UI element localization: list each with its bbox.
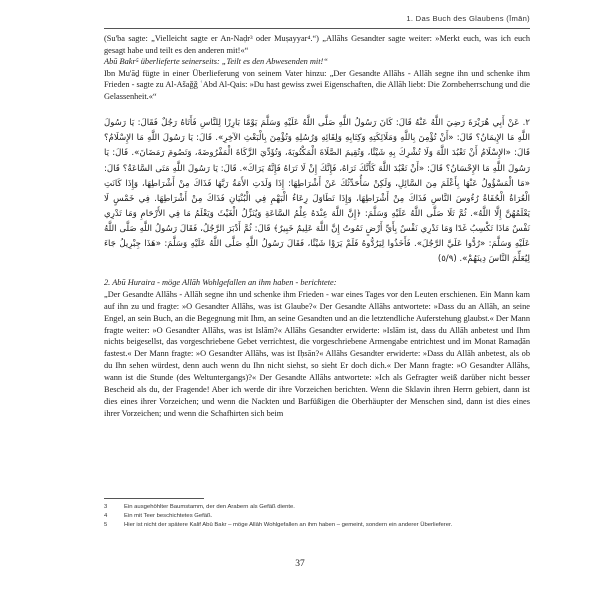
footnote-text: Hier ist nicht der spätere Kalif Abū Bakr – möge Allāh Wohlgefallen an ihm haben – gemeint, sondern ein anderer Überlieferer. — [124, 521, 453, 528]
hadith-2-body: „Der Gesandte Allāhs - Allāh segne ihn und schenke ihm Frieden - war eines Tages vor den Leuten erschienen. Ein Mann kam auf ihn zu und fragte: »O Gesandter Allāhs, was ist Glaube?« Der Gesandte Allāhs antwortete: »Dass du an Allāh, an seine Engel, an sein Buch, an die Begegnung mit Ihm, an seine Gesandten und an die letztendliche Auferstehung glaubst.« Der Mann fragte weiter: »O Gesandter Allāhs, was ist Islām?« Allāhs Gesandter erwiderte: »Islām ist, dass du Allāh anbetest und Ihm nichts beigesellst, das vorgeschriebene Gebet verrichtest, die vorgeschriebene Armengabe entrichtest und im Monat Ramaḍān fastest.« Der Mann fragte: »O Gesandter Allāhs, was ist Iḥsān?« Allāhs Gesandter erwiderte: »Dass du Allāh anbetest, als ob du Ihn sehen würdest, denn auch wenn du Ihn nicht siehst, so sieht Er doch dich.« Der Mann fragte: »O Gesandter Allāhs, wann ist die Stunde (des Weltuntergangs)?« Der Gesandte Allāhs antwortete: »Ich als Gefragter weiß darüber nicht besser Bescheid als du, der Fragende! Aber ich werde dir ihre Vorzeichen berichten. Wenn die Sklavin ihren Herrn gebiert, dann ist dies eines ihrer Vorzeichen; und wenn die Nackten und Barfüßigen die Oberhäupter der Menschen sind, dann ist dies eines ihrer Vorzeichen; und wenn die Schafhirten sich beim — [104, 290, 530, 418]
footnote — [104, 521, 530, 530]
page-number: 37 — [295, 559, 305, 569]
hadith-2-translation — [104, 277, 530, 419]
footnote-number: 3 — [104, 504, 108, 510]
footnotes — [104, 503, 530, 530]
running-head: 1. Das Buch des Glaubens (Īmān) — [406, 14, 530, 23]
footnote — [104, 512, 530, 521]
footnote-text: Ein mit Teer beschichtetes Gefäß. — [124, 512, 213, 519]
intro-paragraph-2: Abū Bakr⁵ überlieferte seinerseits: „Teilt es den Abwesenden mit!“ — [104, 57, 328, 67]
header-rule — [104, 28, 530, 29]
intro-paragraph-3: Ibn Mu'āḏ fügte in einer Überlieferung von seinem Vater hinzu: „Der Gesandte Allāhs - Allāh segne ihn und schenke ihm Frieden - sagte zu Al-Ašaǧǧ ʿAbd Al-Qais: »Du hast gewiss zwei Eigenschaften, die Allāh liebt: Die Zornbeherrschung und die Gelassenheit.«“ — [104, 68, 530, 101]
intro-paragraph-1: (Su'ba sagte: „Vielleicht sagte er An-Naḍr³ oder Muṣayyar⁴.“) „Allāhs Gesandter sagte weiter: »Merkt euch, was ich euch gesagt habe und teilt es den anderen mit!«“ — [104, 34, 530, 55]
page-body — [104, 33, 530, 419]
footnote — [104, 503, 530, 512]
footnote-rule — [104, 498, 204, 499]
arabic-hadith-text: ٢. عَنْ أَبِي هُرَيْرَةَ رَضِيَ اللَّهُ عَنْهُ قَالَ: كَانَ رَسُولُ اللَّهِ صَلَّى اللَّهُ عَلَيْهِ وَسَلَّمَ يَوْمًا بَارِزًا لِلنَّاسِ فَأَتَاهُ رَجُلٌ فَقَالَ: يَا رَسُولَ اللَّهِ مَا الإِيمَانُ؟ قَالَ: «أَنْ تُؤْمِنَ بِاللَّهِ وَمَلَائِكَتِهِ وَكِتَابِهِ وَلِقَائِهِ وَرُسُلِهِ وَتُؤْمِنَ بِالْبَعْثِ الآخِرِ». قَالَ: يَا رَسُولَ اللَّهِ مَا الإِسْلَامُ؟ قَالَ: «الإِسْلَامُ أَنْ تَعْبُدَ اللَّهَ وَلَا تُشْرِكَ بِهِ شَيْئًا، وَتُقِيمَ الصَّلَاةَ الْمَكْتُوبَةَ، وَتُؤَدِّيَ الزَّكَاةَ الْمَفْرُوضَةَ، وَتَصُومَ رَمَضَانَ». قَالَ: يَا رَسُولَ اللَّهِ مَا الإِحْسَانُ؟ قَالَ: «أَنْ تَعْبُدَ اللَّهَ كَأَنَّكَ تَرَاهُ، فَإِنَّكَ إِنْ لَا تَرَاهُ فَإِنَّهُ يَرَاكَ». قَالَ: يَا رَسُولَ اللَّهِ مَتَى السَّاعَةُ؟ قَالَ: «مَا الْمَسْؤُولُ عَنْهَا بِأَعْلَمَ مِنَ السَّائِلِ، وَلَكِنْ سَأُحَدِّثُكَ عَنْ أَشْرَاطِهَا: إِذَا وَلَدَتِ الأَمَةُ رَبَّهَا فَذَاكَ مِنْ أَشْرَاطِهَا، وَإِذَا كَانَتِ الْعُرَاةُ الْحُفَاةُ رُءُوسَ النَّاسِ فَذَاكَ مِنْ أَشْرَاطِهَا، وَإِذَا تَطَاوَلَ رِعَاءُ الْبَهْمِ فِي الْبُنْيَانِ فَذَاكَ مِنْ أَشْرَاطِهَا. فِي خَمْسٍ لَا يَعْلَمُهُنَّ إِلَّا اللَّهُ». ثُمَّ تَلَا صَلَّى اللَّهُ عَلَيْهِ وَسَلَّمَ: ﴿إِنَّ اللَّهَ عِنْدَهُ عِلْمُ السَّاعَةِ وَيُنَزِّلُ الْغَيْثَ وَيَعْلَمُ مَا فِي الأَرْحَامِ وَمَا تَدْرِي نَفْسٌ مَاذَا تَكْسِبُ غَدًا وَمَا تَدْرِي نَفْسٌ بِأَيِّ أَرْضٍ تَمُوتُ إِنَّ اللَّهَ عَلِيمٌ خَبِيرٌ﴾ قَالَ: ثُمَّ أَدْبَرَ الرَّجُلُ، فَقَالَ رَسُولُ اللَّهِ صَلَّى اللَّهُ عَلَيْهِ وَسَلَّمَ: «رُدُّوا عَلَيَّ الرَّجُلَ». فَأَخَذُوا لِيَرُدُّوهُ فَلَمْ يَرَوْا شَيْئًا، فَقَالَ رَسُولُ اللَّهِ صَلَّى اللَّهُ عَلَيْهِ وَسَلَّمَ: «هَذَا جِبْرِيلُ جَاءَ لِيُعَلِّمَ النَّاسَ دِينَهُمْ». (٥/٩) — [104, 118, 530, 265]
footnote-number: 4 — [104, 512, 108, 519]
footnote-text: Ein ausgehöhlter Baumstamm, der den Arabern als Gefäß diente. — [124, 504, 295, 510]
hadith-2-lead: 2. Abū Huraira - möge Allāh Wohlgefallen an ihm haben - berichtete: — [104, 278, 337, 288]
footnote-number: 5 — [104, 521, 108, 528]
